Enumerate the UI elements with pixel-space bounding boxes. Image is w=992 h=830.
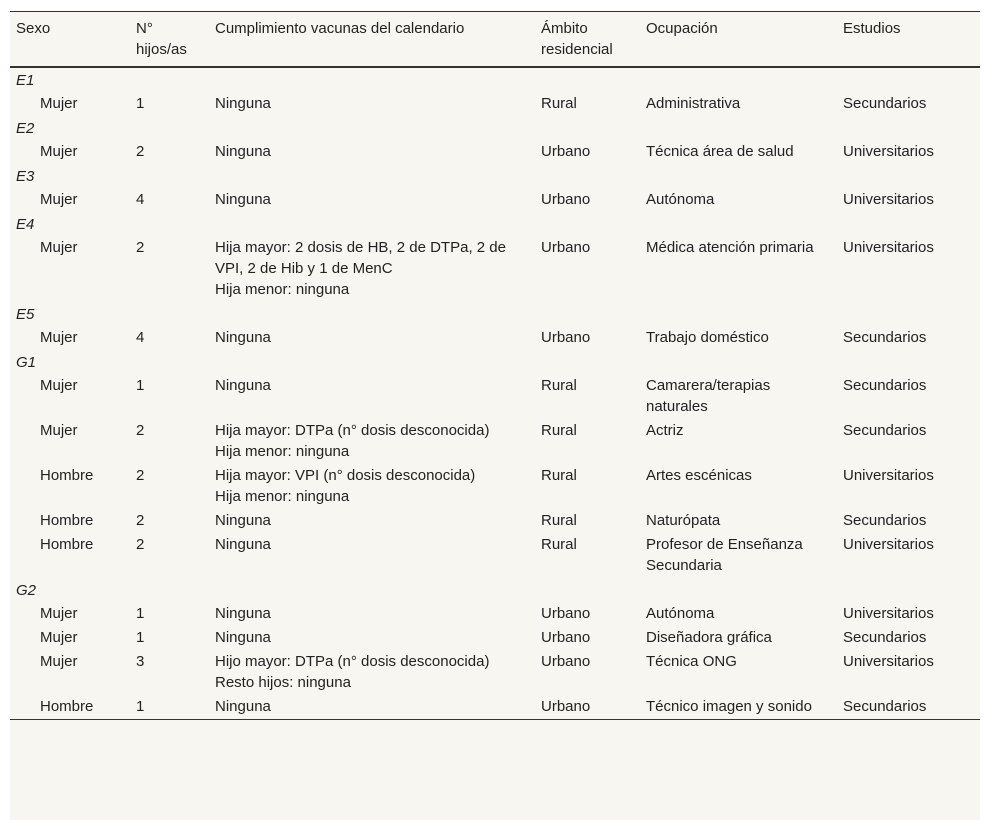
cell-vacunas: Hija mayor: VPI (n° dosis desconocida) Hija menor: ninguna	[215, 467, 476, 505]
header-row	[10, 12, 980, 68]
table-row	[10, 188, 980, 212]
header-ocupacion: Ocupación	[646, 20, 718, 37]
cell-estudios: Universitarios	[843, 605, 934, 622]
group-row	[10, 350, 980, 374]
header-ambito: Ámbito residencial	[541, 20, 613, 58]
cell-hijos: 1	[136, 377, 145, 394]
cell-estudios: Secundarios	[843, 377, 927, 394]
cell-ocupacion: Trabajo doméstico	[646, 329, 769, 346]
group-row	[10, 302, 980, 326]
cell-sexo: Hombre	[40, 512, 94, 529]
cell-vacunas: Ninguna	[215, 95, 271, 112]
cell-ocupacion: Técnica ONG	[646, 653, 737, 670]
cell-hijos: 1	[136, 605, 145, 622]
cell-hijos: 1	[136, 629, 145, 646]
table-row	[10, 140, 980, 164]
group-label: E4	[16, 216, 35, 233]
cell-estudios: Universitarios	[843, 239, 934, 256]
cell-ocupacion: Camarera/terapias naturales	[646, 377, 771, 415]
cell-vacunas: Ninguna	[215, 191, 271, 208]
cell-ambito: Rural	[541, 95, 577, 112]
cell-ocupacion: Profesor de Enseñanza Secundaria	[646, 536, 803, 574]
cell-ocupacion: Actriz	[646, 422, 684, 439]
cell-ocupacion: Diseñadora gráfica	[646, 629, 772, 646]
cell-hijos: 1	[136, 698, 145, 715]
group-row	[10, 116, 980, 140]
cell-estudios: Secundarios	[843, 95, 927, 112]
cell-ambito: Urbano	[541, 329, 591, 346]
cell-vacunas: Ninguna	[215, 143, 271, 160]
cell-sexo: Mujer	[40, 329, 78, 346]
cell-ambito: Urbano	[541, 629, 591, 646]
cell-ambito: Rural	[541, 512, 577, 529]
cell-estudios: Secundarios	[843, 629, 927, 646]
cell-sexo: Mujer	[40, 95, 78, 112]
table-row	[10, 602, 980, 626]
cell-estudios: Secundarios	[843, 512, 927, 529]
cell-ocupacion: Técnica área de salud	[646, 143, 794, 160]
table-row	[10, 464, 980, 509]
cell-estudios: Universitarios	[843, 467, 934, 484]
group-label: E5	[16, 306, 35, 323]
cell-ambito: Urbano	[541, 239, 591, 256]
cell-vacunas: Ninguna	[215, 329, 271, 346]
table-body	[10, 67, 980, 720]
cell-ocupacion: Artes escénicas	[646, 467, 752, 484]
cell-sexo: Mujer	[40, 377, 78, 394]
group-row	[10, 164, 980, 188]
group-label: E3	[16, 168, 35, 185]
cell-ambito: Rural	[541, 377, 577, 394]
cell-ocupacion: Naturópata	[646, 512, 721, 529]
vaccination-table	[10, 11, 980, 720]
table-row	[10, 374, 980, 419]
cell-sexo: Mujer	[40, 191, 78, 208]
cell-ambito: Rural	[541, 467, 577, 484]
cell-vacunas: Ninguna	[215, 536, 271, 553]
cell-estudios: Secundarios	[843, 698, 927, 715]
table-row	[10, 626, 980, 650]
cell-ambito: Urbano	[541, 191, 591, 208]
cell-ambito: Urbano	[541, 605, 591, 622]
cell-sexo: Hombre	[40, 698, 94, 715]
cell-estudios: Universitarios	[843, 536, 934, 553]
cell-ocupacion: Técnico imagen y sonido	[646, 698, 812, 715]
cell-hijos: 4	[136, 191, 145, 208]
group-row	[10, 67, 980, 92]
group-label: E1	[16, 72, 35, 89]
cell-vacunas: Hija mayor: DTPa (n° dosis desconocida) Hija menor: ninguna	[215, 422, 490, 460]
cell-sexo: Hombre	[40, 536, 94, 553]
cell-hijos: 3	[136, 653, 145, 670]
cell-ocupacion: Autónoma	[646, 191, 715, 208]
cell-vacunas: Ninguna	[215, 377, 271, 394]
cell-vacunas: Hijo mayor: DTPa (n° dosis desconocida) Resto hijos: ninguna	[215, 653, 490, 691]
cell-ocupacion: Autónoma	[646, 605, 715, 622]
cell-hijos: 1	[136, 95, 145, 112]
table-row	[10, 92, 980, 116]
cell-vacunas: Ninguna	[215, 605, 271, 622]
group-label: G2	[16, 582, 37, 599]
header-estudios: Estudios	[843, 20, 901, 37]
header-hijos: N° hijos/as	[136, 20, 187, 58]
cell-estudios: Universitarios	[843, 143, 934, 160]
cell-ambito: Urbano	[541, 143, 591, 160]
table-row	[10, 509, 980, 533]
cell-vacunas: Ninguna	[215, 512, 271, 529]
cell-sexo: Mujer	[40, 653, 78, 670]
table-row	[10, 695, 980, 720]
cell-hijos: 2	[136, 422, 145, 439]
cell-hijos: 2	[136, 239, 145, 256]
cell-estudios: Secundarios	[843, 422, 927, 439]
cell-sexo: Mujer	[40, 239, 78, 256]
cell-ambito: Rural	[541, 422, 577, 439]
cell-ocupacion: Administrativa	[646, 95, 741, 112]
cell-hijos: 2	[136, 143, 145, 160]
cell-hijos: 4	[136, 329, 145, 346]
group-label: E2	[16, 120, 35, 137]
table-container	[10, 10, 980, 820]
cell-ambito: Urbano	[541, 698, 591, 715]
table-row	[10, 236, 980, 302]
cell-sexo: Mujer	[40, 143, 78, 160]
cell-sexo: Mujer	[40, 629, 78, 646]
group-label: G1	[16, 354, 37, 371]
cell-estudios: Secundarios	[843, 329, 927, 346]
table-row	[10, 533, 980, 578]
cell-vacunas: Ninguna	[215, 698, 271, 715]
cell-hijos: 2	[136, 536, 145, 553]
cell-ambito: Urbano	[541, 653, 591, 670]
cell-estudios: Universitarios	[843, 653, 934, 670]
cell-ocupacion: Médica atención primaria	[646, 239, 814, 256]
cell-vacunas: Ninguna	[215, 629, 271, 646]
group-row	[10, 212, 980, 236]
cell-estudios: Universitarios	[843, 191, 934, 208]
table-header	[10, 12, 980, 68]
cell-vacunas: Hija mayor: 2 dosis de HB, 2 de DTPa, 2 de VPI, 2 de Hib y 1 de MenC Hija menor: ninguna	[215, 239, 506, 298]
table-row	[10, 650, 980, 695]
cell-sexo: Mujer	[40, 422, 78, 439]
cell-sexo: Hombre	[40, 467, 94, 484]
table-row	[10, 326, 980, 350]
cell-hijos: 2	[136, 467, 145, 484]
header-sexo: Sexo	[16, 20, 51, 37]
table-row	[10, 419, 980, 464]
group-row	[10, 578, 980, 602]
header-vacunas: Cumplimiento vacunas del calendario	[215, 20, 465, 37]
cell-ambito: Rural	[541, 536, 577, 553]
cell-hijos: 2	[136, 512, 145, 529]
cell-sexo: Mujer	[40, 605, 78, 622]
